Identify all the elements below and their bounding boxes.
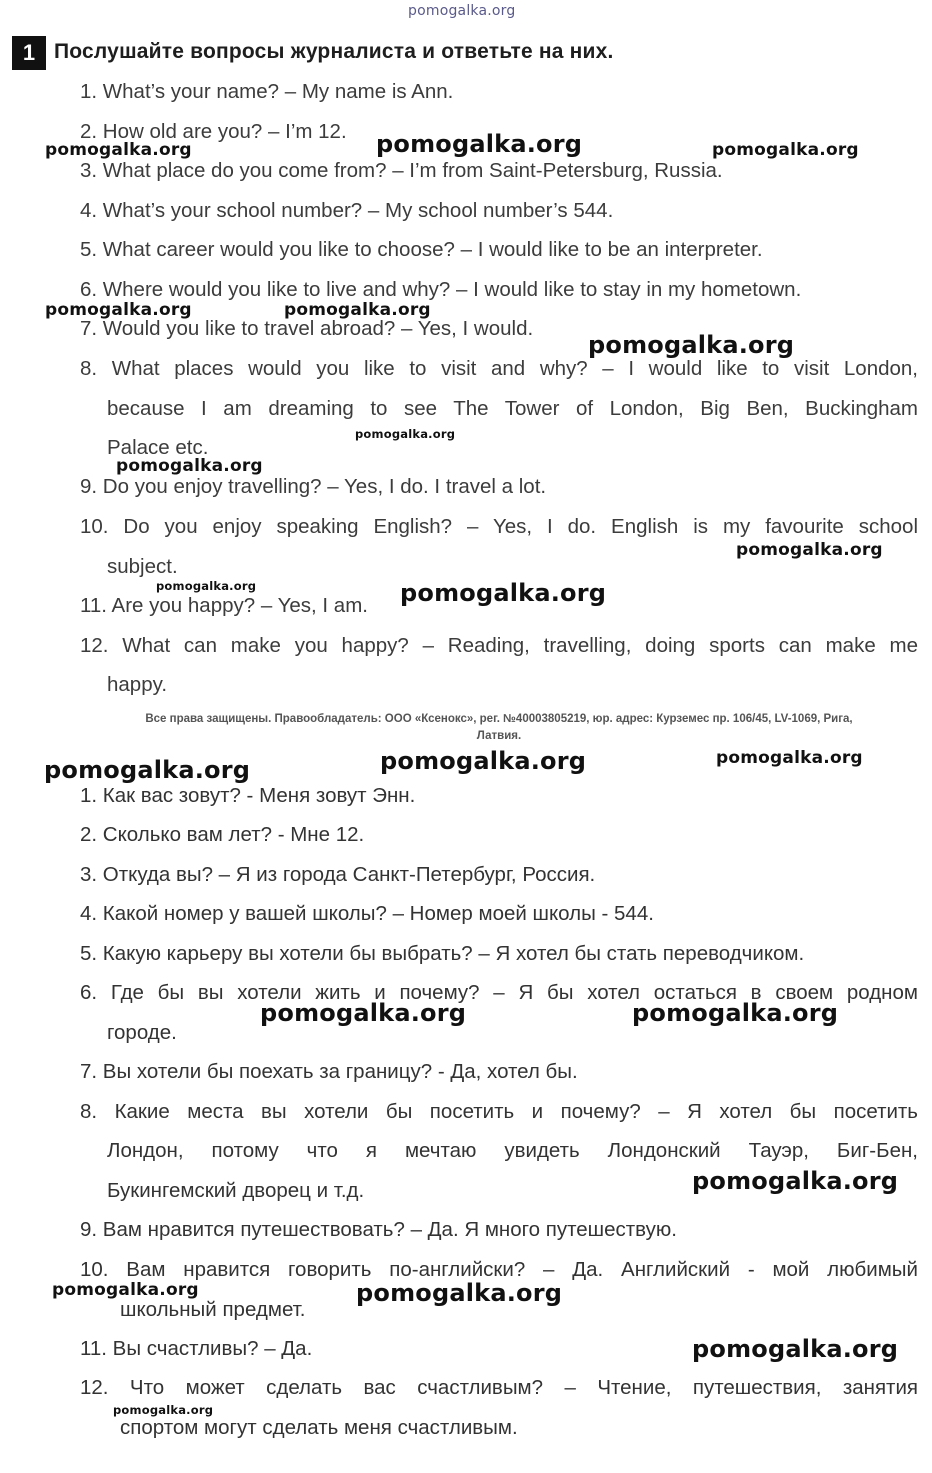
watermark: pomogalka.org — [376, 130, 583, 158]
russian-item-3: 3. Откуда вы? – Я из города Санкт-Петербург, Россия. — [80, 863, 596, 886]
english-item-12-line-1: 12. What can make you happy? – Reading, travelling, doing sports can make me — [80, 634, 918, 657]
english-item-4: 4. What’s your school number? – My school number’s 544. — [80, 199, 614, 222]
copyright-line-1: Все права защищены. Правообладатель: ООО «Ксенокс», рег. №40003805219, юр. адрес: Курземес пр. 106/45, LV-1069, Рига, — [145, 713, 853, 725]
english-item-1: 1. What’s your name? – My name is Ann. — [80, 80, 454, 103]
watermark: pomogalka.org — [260, 999, 467, 1027]
english-item-6: 6. Where would you like to live and why? – I would like to stay in my hometown. — [80, 278, 802, 301]
watermark: pomogalka.org — [400, 579, 607, 607]
english-item-11: 11. Are you happy? – Yes, I am. — [80, 594, 368, 617]
russian-item-8-line-3: Букингемский дворец и т.д. — [107, 1179, 365, 1202]
task-number-badge: 1 — [12, 36, 46, 70]
watermark: pomogalka.org — [356, 1279, 563, 1307]
english-item-3: 3. What place do you come from? – I’m from Saint-Petersburg, Russia. — [80, 159, 723, 182]
russian-item-10-line-1: 10. Вам нравится говорить по-английски? – Да. Английский - мой любимый — [80, 1258, 918, 1281]
russian-item-1: 1. Как вас зовут? - Меня зовут Энн. — [80, 784, 416, 807]
russian-item-6-line-2: городе. — [107, 1021, 177, 1044]
russian-item-8-line-2: Лондон, потому что я мечтаю увидеть Лондонский Тауэр, Биг-Бен, — [107, 1139, 918, 1162]
copyright-line-2: Латвия. — [476, 730, 522, 742]
russian-item-5: 5. Какую карьеру вы хотели бы выбрать? – Я хотел бы стать переводчиком. — [80, 942, 805, 965]
english-item-12-line-2: happy. — [107, 673, 168, 696]
russian-item-11: 11. Вы счастливы? – Да. — [80, 1337, 313, 1360]
watermark: pomogalka.org — [113, 1403, 214, 1417]
english-item-9: 9. Do you enjoy travelling? – Yes, I do. I travel a lot. — [80, 475, 547, 498]
watermark: pomogalka.org — [588, 331, 795, 359]
watermark: pomogalka.org — [355, 427, 456, 441]
english-item-8-line-2: because I am dreaming to see The Tower of London, Big Ben, Buckingham — [107, 397, 918, 420]
russian-item-12-line-2: спортом могут сделать меня счастливым. — [120, 1416, 518, 1439]
russian-item-8-line-1: 8. Какие места вы хотели бы посетить и почему? – Я хотел бы посетить — [80, 1100, 918, 1123]
watermark: pomogalka.org — [45, 300, 192, 320]
russian-item-7: 7. Вы хотели бы поехать за границу? - Да, хотел бы. — [80, 1060, 578, 1083]
watermark: pomogalka.org — [156, 579, 257, 593]
watermark: pomogalka.org — [712, 140, 859, 160]
watermark: pomogalka.org — [736, 540, 883, 560]
english-item-5: 5. What career would you like to choose? – I would like to be an interpreter. — [80, 238, 763, 261]
russian-item-9: 9. Вам нравится путешествовать? – Да. Я много путешествую. — [80, 1218, 677, 1241]
russian-item-12-line-1: 12. Что может сделать вас счастливым? – Чтение, путешествия, занятия — [80, 1376, 918, 1399]
watermark: pomogalka.org — [52, 1280, 199, 1300]
watermark: pomogalka.org — [45, 140, 192, 160]
watermark: pomogalka.org — [716, 748, 863, 768]
russian-item-6-line-1: 6. Где бы вы хотели жить и почему? – Я бы хотел остаться в своем родном — [80, 981, 918, 1004]
russian-item-2: 2. Сколько вам лет? - Мне 12. — [80, 823, 365, 846]
english-item-2: 2. How old are you? – I’m 12. — [80, 120, 347, 143]
watermark: pomogalka.org — [632, 999, 839, 1027]
watermark: pomogalka.org — [692, 1167, 899, 1195]
watermark: pomogalka.org — [380, 747, 587, 775]
watermark: pomogalka.org — [284, 300, 431, 320]
english-item-10-line-2: subject. — [107, 555, 178, 578]
english-item-8-line-1: 8. What places would you like to visit and why? – I would like to visit London, — [80, 357, 918, 380]
watermark: pomogalka.org — [44, 756, 251, 784]
task-heading: Послушайте вопросы журналиста и ответьте на них. — [54, 40, 614, 63]
russian-item-10-line-2: школьный предмет. — [120, 1298, 306, 1321]
copyright-notice — [80, 711, 918, 745]
russian-item-4: 4. Какой номер у вашей школы? – Номер моей школы - 544. — [80, 902, 654, 925]
watermark: pomogalka.org — [116, 456, 263, 476]
english-item-10-line-1: 10. Do you enjoy speaking English? – Yes, I do. English is my favourite school — [80, 515, 918, 538]
english-item-7: 7. Would you like to travel abroad? – Yes, I would. — [80, 317, 534, 340]
header-watermark: pomogalka.org — [408, 3, 516, 19]
watermark: pomogalka.org — [692, 1335, 899, 1363]
english-item-8-line-3: Palace etc. — [107, 436, 209, 459]
